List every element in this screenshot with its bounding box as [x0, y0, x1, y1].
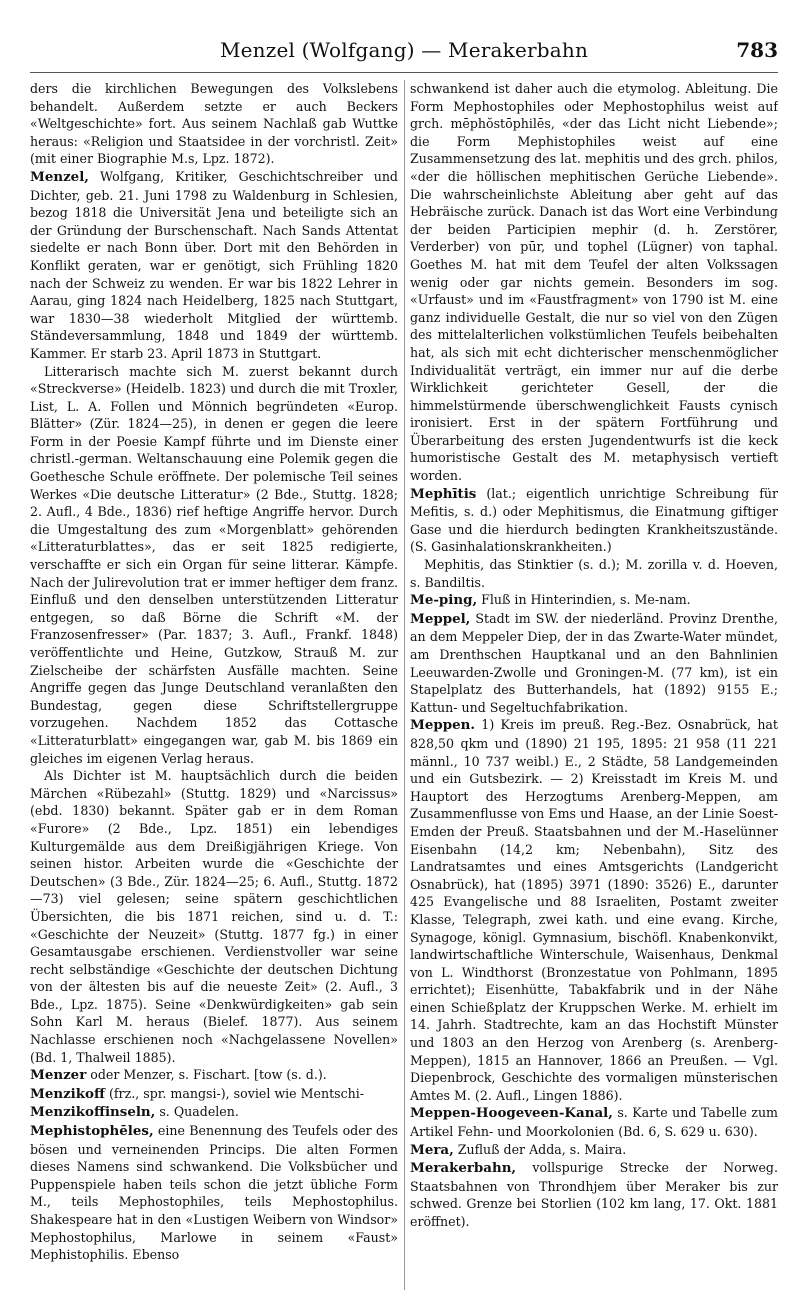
- entry-headword: Menzikoff: [30, 1085, 105, 1102]
- entry-headword: Menzer: [30, 1067, 87, 1084]
- entry-text: Stadt im SW. der niederländ. Provinz Drenthe, an dem Meppeler Diep, der in das Zwarte-Water mündet, am Drenthschen Hauptkanal und an den Bahnlinien Leeuwarden-Zwolle und Groningen-M. (77 km), ist ein Stapelplatz des Butterhandels, hat (1892) 9155 E.; Kattun- und Segeltuchfabrikation.: [410, 610, 778, 715]
- dictionary-entry: [30, 80, 398, 168]
- dictionary-entry: [410, 591, 778, 610]
- entry-headword: Merakerbahn,: [410, 1160, 517, 1177]
- entry-headword: Meppel,: [410, 610, 471, 627]
- entry-headword: Mephistophēles,: [30, 1123, 154, 1140]
- entry-text: ders die kirchlichen Bewegungen des Volkslebens behandelt. Außerdem setzte er auch Beckers «Weltgeschichte» fort. Aus seinem Nachlaß gab Wuttke heraus: «Religion und Staatsidee in der vorchristl. Zeit» (mit einer Biographie M.s, Lpz. 1872).: [30, 81, 398, 167]
- dictionary-entry: [30, 1085, 398, 1104]
- entry-text: Wolfgang, Kritiker, Geschichtschreiber und Dichter, geb. 21. Juni 1798 zu Waldenburg in Schlesien, bezog 1818 die Universität Jena und beteiligte sich an der Gründung der Burschenschaft. Nach Sands Attentat siedelte er nach Bonn über. Dort mit den Behörden in Konflikt geraten, war er genötigt, sich Frühling 1820 nach der Schweiz zu wenden. Er war bis 1822 Lehrer in Aarau, ging 1824 nach Heidelberg, 1825 nach Stuttgart, war 1830—38 wiederholt Mitglied der württemb. Ständeversammlung, 1848 und 1849 der württemb. Kammer. Er starb 23. April 1873 in Stuttgart.: [30, 168, 398, 361]
- entry-headword: Meppen.: [410, 717, 475, 734]
- entry-text: vollspurige Strecke der Norweg. Staatsbahnen von Throndhjem über Meraker bis zur schwed. Grenze bei Storlien (102 km lang, 17. Okt. 1881 eröffnet).: [410, 1160, 778, 1229]
- dictionary-entry: [410, 610, 778, 717]
- entry-text: Mephitis, das Stinktier (s. d.); M. zorilla v. d. Hoeven, s. Bandiltis.: [410, 557, 778, 590]
- dictionary-entry: [30, 168, 398, 363]
- column-divider: [404, 80, 405, 1290]
- left-column: [30, 80, 398, 1290]
- right-column: [410, 80, 778, 1290]
- entry-text: 1) Kreis im preuß. Reg.-Bez. Osnabrück, hat 828,50 qkm und (1890) 21 195, 1895: 21 958 (11 221 männl., 10 737 weibl.) E., 2 Städte, 58 Landgemeinden und ein Gutsbezirk. — 2) Kreisstadt im Kreis M. und Hauptort des Herzogtums Arenberg-Meppen, am Zusammenflusse von Ems und Haase, an der Linie Soest-Emden der Preuß. Staatsbahnen und der M.-Haselünner Eisenbahn (14,2 km; Nebenbahn), Sitz des Landratsamtes und eines Amtsgerichts (Landgericht Osnabrück), hat (1895) 3971 (1890: 3526) E., darunter 425 Evangelische und 88 Israeliten, Postamt zweiter Klasse, Telegraph, zwei kath. und eine evang. Kirche, Synagoge, königl. Gymnasium, bischöfl. Knabenkonvikt, landwirtschaftliche Winterschule, Waisenhaus, Denkmal von L. Windthorst (Bronzestatue von Pohlmann, 1895 errichtet); Eisenhütte, Tabakfabrik und in der Nähe einen Schießplatz der Kruppschen Werke. M. erhielt im 14. Jahrh. Stadtrechte, kam an das Hochstift Münster und 1803 an den Herzog von Arenberg (s. Arenberg-Meppen), 1815 an Hannover, 1866 an Preußen. — Vgl. Diepenbrock, Geschichte des vormaligen münsterischen Amtes M. (2. Aufl., Lingen 1886).: [410, 717, 778, 1103]
- running-title: Menzel (Wolfgang) — Merakerbahn: [219, 38, 589, 62]
- dictionary-entry: [410, 1104, 778, 1140]
- entry-text: Als Dichter ist M. hauptsächlich durch die beiden Märchen «Rübezahl» (Stuttg. 1829) und «Narcissus» (ebd. 1830) bekannt. Später gab er in dem Roman «Furore» (2 Bde., Lpz. 1851) ein lebendiges Kulturgemälde aus dem Dreißigjährigen Kriege. Von seinen histor. Arbeiten wurde die «Geschichte der Deutschen» (3 Bde., Zür. 1824—25; 6. Aufl., Stuttg. 1872—73) viel gelesen; seine spätern geschichtlichen Übersichten, die bis 1871 reichen, sind u. d. T.: «Geschichte der Neuzeit» (Stuttg. 1877 fg.) in einer Gesamtausgabe erschienen. Verdienstvoller war seine recht selbständige «Geschichte der deutschen Dichtung von der ältesten bis auf die neueste Zeit» (2. Aufl., 3 Bde., Lpz. 1875). Seine «Denkwürdigkeiten» gab sein Sohn Karl M. heraus (Bielef. 1877). Aus seinem Nachlasse erschienen noch «Nachgelassene Novellen» (Bd. 1, Thalweil 1885).: [30, 768, 398, 1065]
- entry-headword: Me-ping,: [410, 592, 478, 609]
- page-header: [30, 38, 778, 68]
- dictionary-entry: [30, 1066, 398, 1085]
- dictionary-entry: [410, 1159, 778, 1230]
- page-number: 783: [736, 38, 778, 62]
- entry-text: s. Quadelen.: [155, 1104, 239, 1120]
- dictionary-entry: [30, 1122, 398, 1264]
- dictionary-entry: [410, 485, 778, 556]
- entry-headword: Meppen-Hoogeveen-Kanal,: [410, 1105, 613, 1122]
- entry-text: (lat.; eigentlich unrichtige Schreibung für Mefitis, s. d.) oder Mephitismus, die Einatmung giftiger Gase und die hierdurch bedingten Krankheitszustände. (S. Gasinhalationskrankheiten.): [410, 485, 778, 555]
- entry-headword: Mephītis: [410, 485, 477, 502]
- entry-text: s. Karte und Tabelle zum Artikel Fehn- und Moorkolonien (Bd. 6, S. 629 u. 630).: [410, 1105, 778, 1140]
- dictionary-entry: [30, 1103, 398, 1122]
- entry-headword: Mera,: [410, 1141, 454, 1158]
- entry-text: schwankend ist daher auch die etymolog. Ableitung. Die Form Mephostophiles oder Mephostophilus weist auf grch. mēphŏstōphilēs, «der das Licht nicht Liebende»; die Form Mephistophiles weist auf eine Zusammensetzung des lat. mephitis und des grch. philos, «der die höllischen mephitischen Gerüche Liebende». Die wahrscheinlichste Ableitung aber geht auf das Hebräische zurück. Danach ist das Wort eine Verbindung der beiden Participien mephir (d. h. Zerstörer, Verderber) von pūr, und tophel (Lügner) von taphal. Goethes M. hat mit dem Teufel der alten Volkssagen wenig oder gar nichts gemein. Besonders im sog. «Urfaust» und im «Faustfragment» von 1790 ist M. eine ganz individuelle Gestalt, die nur so viel von den Zügen des mittelalterlichen volkstümlichen Teufels beibehalten hat, als sich mit echt dichterischer menschenmöglicher Individualität verträgt, ein immer nur auf die derbe Wirklichkeit gerichteter Gesell, der die himmelstürmende überschwenglichkeit Fausts cynisch ironisiert. Erst in der spätern Fortführung und Überarbeitung des ersten Jugendentwurfs ist die keck humoristische Gestalt des M. metaphysisch vertieft worden.: [410, 81, 778, 484]
- dictionary-entry: [30, 767, 398, 1066]
- entry-text: Litterarisch machte sich M. zuerst bekannt durch «Streckverse» (Heidelb. 1823) und durch die mit Troxler, List, L. A. Follen und Mönnich begründeten «Europ. Blätter» (Zür. 1824—25), in denen er gegen die leere Form in der Poesie Kampf führte und im Dienste einer christl.-german. Weltanschauung eine Polemik gegen die Goethesche Schule eröffnete. Der polemische Teil seines Werkes «Die deutsche Litteratur» (2 Bde., Stuttg. 1828; 2. Aufl., 4 Bde., 1836) rief heftige Angriffe hervor. Durch die Umgestaltung des zum «Morgenblatt» gehörenden «Litteraturblattes», das er seit 1825 redigierte, verschaffte er sich ein Organ für seine litterar. Kämpfe. Nach der Julirevolution trat er immer heftiger dem franz. Einfluß und den denselben unterstützenden Litteratur entgegen, so daß Börne die Schrift «M. der Franzosenfresser» (Par. 1837; 3. Aufl., Frankf. 1848) veröffentlichte und Heine, Gutzkow, Strauß M. zur Zielscheibe der schärfsten Ausfälle machten. Seine Angriffe gegen das Junge Deutschland veranlaßten den Bundestag, gegen diese Schriftstellergruppe vorzugehen. Nachdem 1852 das Cottasche «Litteraturblatt» eingegangen war, gab M. bis 1869 ein gleiches im eigenen Verlag heraus.: [30, 363, 398, 766]
- entry-text: Zufluß der Adda, s. Maira.: [453, 1141, 627, 1157]
- entry-text: (frz., spr. mangsi-), soviel wie Mentschi-: [104, 1085, 365, 1101]
- header-rule: [30, 72, 778, 73]
- entry-headword: Menzikoffinseln,: [30, 1104, 156, 1121]
- entry-text: oder Menzer, s. Fischart. [tow (s. d.).: [86, 1067, 327, 1083]
- dictionary-entry: [410, 716, 778, 1104]
- dictionary-entry: [410, 80, 778, 485]
- entry-text: Fluß in Hinterindien, s. Me-nam.: [477, 592, 691, 608]
- dictionary-entry: [30, 363, 398, 768]
- entry-text: eine Benennung des Teufels oder des bösen und verneinenden Princips. Die alten Formen dieses Namens sind schwankend. Die Volksbücher und Puppenspiele haben teils schon die jetzt übliche Form M., teils Mephostophiles, teils Mephostophilus. Shakespeare hat in den «Lustigen Weibern von Windsor» Mephostophilus, Marlowe in seinem «Faust» Mephistophilis. Ebenso: [30, 1123, 398, 1263]
- dictionary-entry: [410, 1141, 778, 1160]
- dictionary-entry: [410, 556, 778, 591]
- entry-headword: Menzel,: [30, 168, 89, 185]
